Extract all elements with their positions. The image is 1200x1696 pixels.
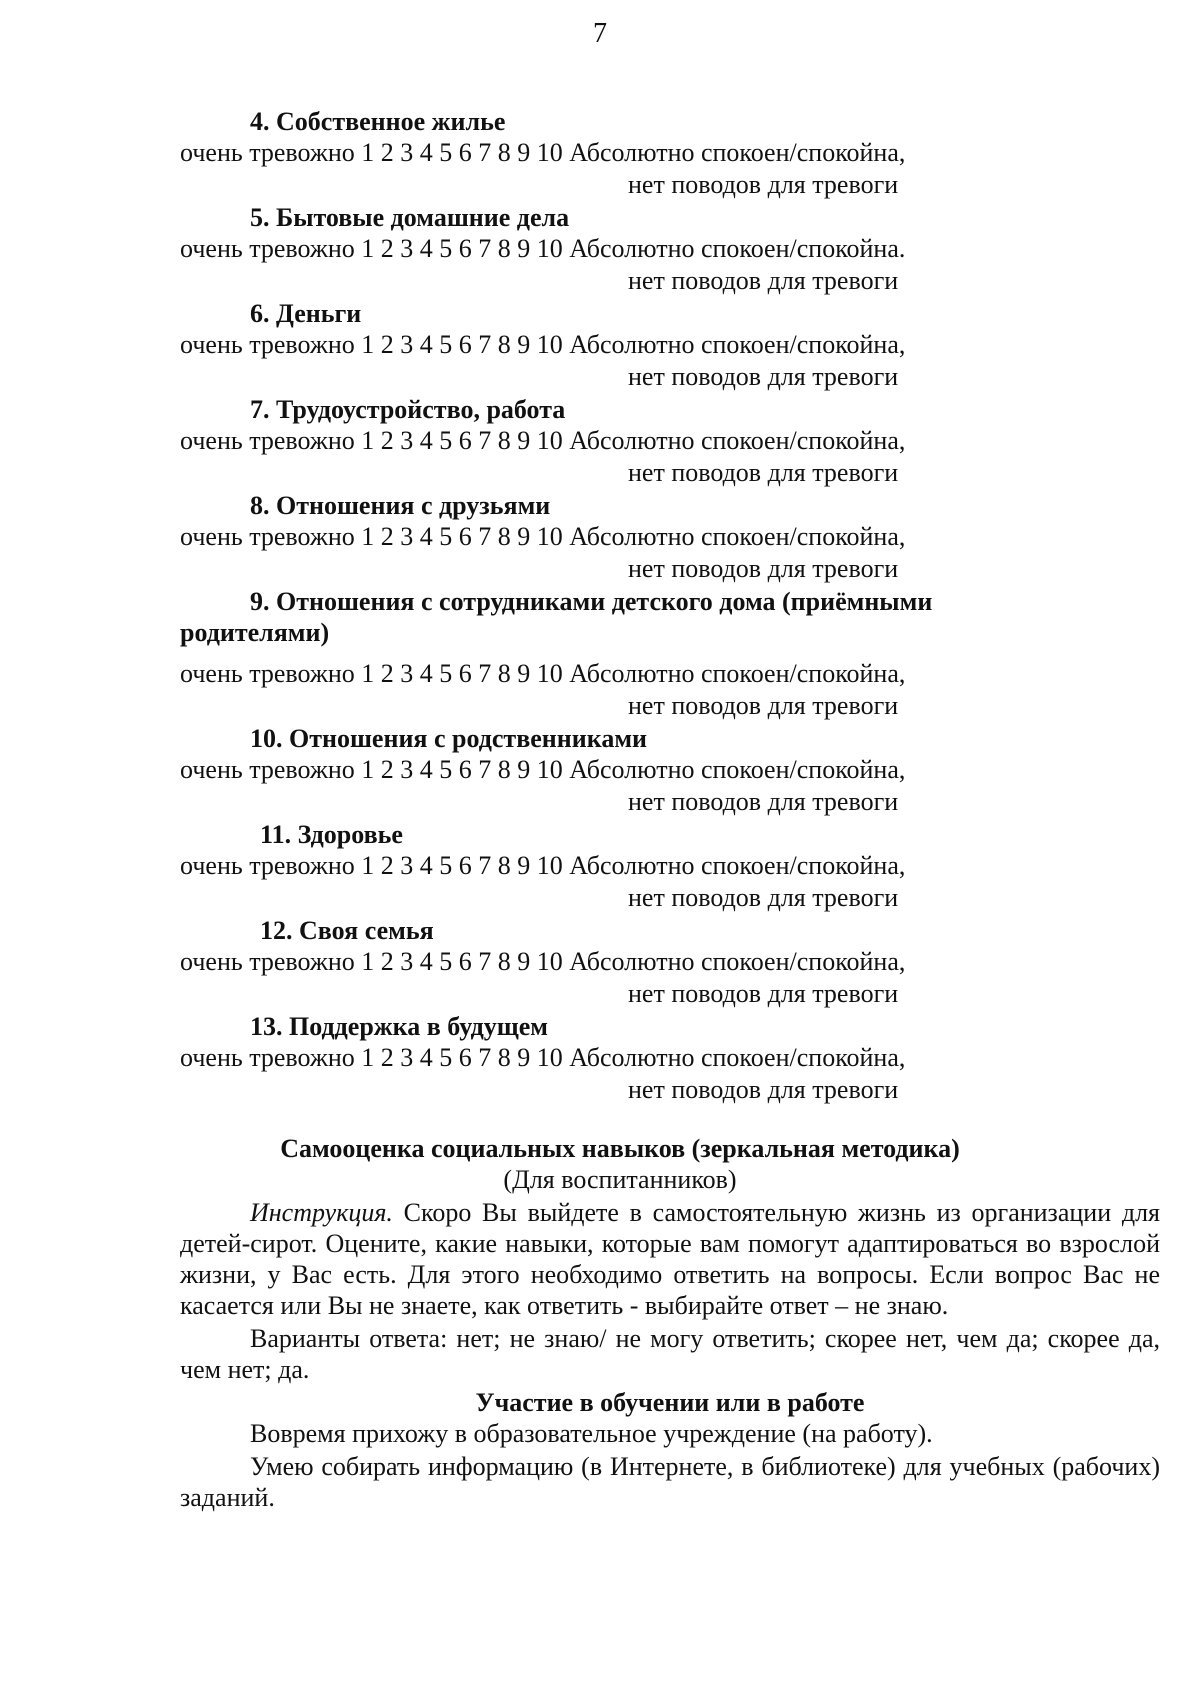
statement-line: Вовремя прихожу в образовательное учреждение (на работу).: [250, 1419, 933, 1448]
question-item-11: [180, 819, 1160, 915]
question-title: 9. Отношения с сотрудниками детского дома (приёмными родителями): [180, 587, 933, 647]
document-body: [180, 106, 1160, 1515]
question-title: 10. Отношения с родственниками: [250, 724, 648, 753]
section-title: Самооценка социальных навыков (зеркальная методика): [280, 1134, 960, 1163]
question-item-12: [180, 915, 1160, 1011]
question-title: 5. Бытовые домашние дела: [250, 203, 570, 232]
question-item-9: [180, 586, 1160, 723]
subsection-title: Участие в обучении или в работе: [475, 1388, 865, 1417]
rating-scale-note: нет поводов для тревоги: [628, 170, 899, 199]
question-item-4: [180, 106, 1160, 202]
question-title: 13. Поддержка в будущем: [250, 1012, 548, 1041]
instruction-text: Скоро Вы выйдете в самостоятельную жизнь из организации для детей-сирот. Оцените, какие навыки, которые вам помогут адаптироваться во взрослой жизни, у Вас есть. Для этого необходимо ответить на вопросы. Если вопрос Вас не касается или Вы не знаете, как ответить - выбирайте ответ – не знаю.: [180, 1198, 1160, 1320]
rating-scale: очень тревожно 1 2 3 4 5 6 7 8 9 10 Абсолютно спокоен/спокойна,: [180, 659, 906, 688]
question-item-10: [180, 723, 1160, 819]
question-item-7: [180, 394, 1160, 490]
question-title: 8. Отношения с друзьями: [250, 491, 551, 520]
question-title: 7. Трудоустройство, работа: [250, 395, 566, 424]
rating-scale-note: нет поводов для тревоги: [628, 266, 899, 295]
question-item-6: [180, 298, 1160, 394]
rating-scale: очень тревожно 1 2 3 4 5 6 7 8 9 10 Абсолютно спокоен/спокойна,: [180, 138, 906, 167]
question-title: 4. Собственное жилье: [250, 107, 506, 136]
rating-scale-note: нет поводов для тревоги: [628, 554, 899, 583]
rating-scale: очень тревожно 1 2 3 4 5 6 7 8 9 10 Абсолютно спокоен/спокойна.: [180, 234, 906, 263]
statement-line: Умею собирать информацию (в Интернете, в библиотеке) для учебных (рабочих) заданий.: [180, 1452, 1160, 1512]
page-number: 7: [593, 18, 607, 49]
question-item-13: [180, 1011, 1160, 1107]
rating-scale-note: нет поводов для тревоги: [628, 787, 899, 816]
question-title: 11. Здоровье: [260, 820, 403, 849]
rating-scale: очень тревожно 1 2 3 4 5 6 7 8 9 10 Абсолютно спокоен/спокойна,: [180, 1043, 906, 1072]
rating-scale: очень тревожно 1 2 3 4 5 6 7 8 9 10 Абсолютно спокоен/спокойна,: [180, 426, 906, 455]
rating-scale-note: нет поводов для тревоги: [628, 883, 899, 912]
question-title: 12. Своя семья: [260, 916, 434, 945]
rating-scale-note: нет поводов для тревоги: [628, 1075, 899, 1104]
rating-scale: очень тревожно 1 2 3 4 5 6 7 8 9 10 Абсолютно спокоен/спокойна,: [180, 755, 906, 784]
answer-options-paragraph: Варианты ответа: нет; не знаю/ не могу ответить; скорее нет, чем да; скорее да, чем нет; да.: [180, 1324, 1160, 1384]
instruction-paragraph: [180, 1197, 1160, 1321]
rating-scale-note: нет поводов для тревоги: [628, 979, 899, 1008]
section-subtitle: (Для воспитанников): [503, 1165, 737, 1194]
self-assessment-section: [180, 1133, 1160, 1513]
question-title: 6. Деньги: [250, 299, 362, 328]
question-item-5: [180, 202, 1160, 298]
rating-scale-note: нет поводов для тревоги: [628, 362, 899, 391]
rating-scale: очень тревожно 1 2 3 4 5 6 7 8 9 10 Абсолютно спокоен/спокойна,: [180, 947, 906, 976]
rating-scale: очень тревожно 1 2 3 4 5 6 7 8 9 10 Абсолютно спокоен/спокойна,: [180, 522, 906, 551]
rating-scale-note: нет поводов для тревоги: [628, 458, 899, 487]
rating-scale: очень тревожно 1 2 3 4 5 6 7 8 9 10 Абсолютно спокоен/спокойна,: [180, 330, 906, 359]
instruction-label: Инструкция.: [250, 1198, 393, 1227]
rating-scale-note: нет поводов для тревоги: [628, 691, 899, 720]
rating-scale: очень тревожно 1 2 3 4 5 6 7 8 9 10 Абсолютно спокоен/спокойна,: [180, 851, 906, 880]
question-item-8: [180, 490, 1160, 586]
